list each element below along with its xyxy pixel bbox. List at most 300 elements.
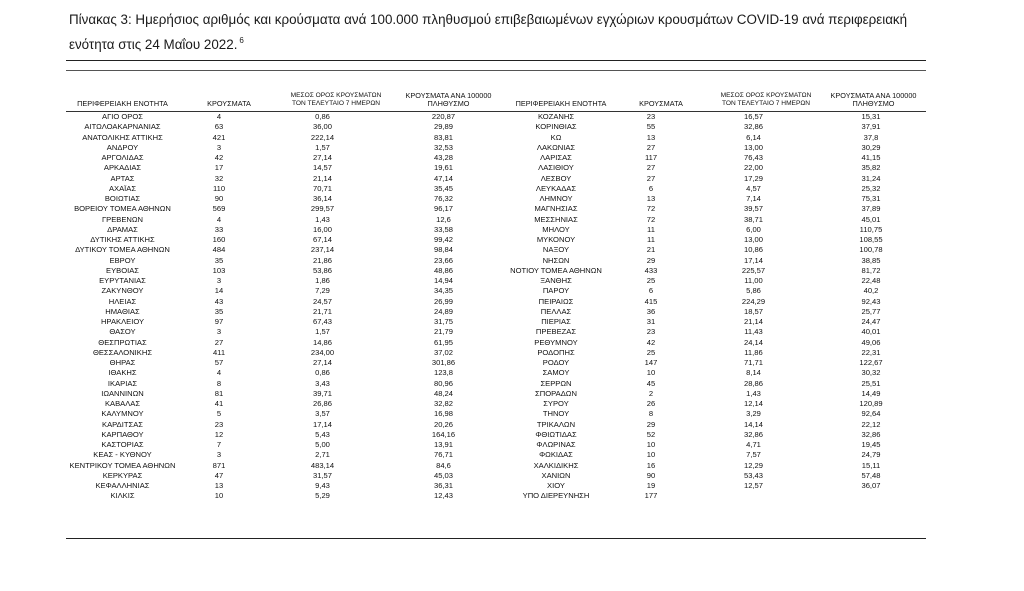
- right-region-cell: ΜΥΚΟΝΟΥ: [536, 235, 576, 245]
- right-cases-cell: 6: [648, 183, 654, 193]
- header-per100k-left: ΚΡΟΥΣΜΑΤΑ ΑΝΑ 100000 ΠΛΗΘΥΣΜΟ: [405, 91, 492, 108]
- left-cases-cell: 7: [216, 440, 222, 450]
- table-row: [66, 317, 926, 327]
- right-per100k-cell: 45,01: [861, 214, 881, 224]
- right-avg-cell: 71,71: [743, 358, 763, 368]
- left-cases-cell: 17: [214, 163, 224, 173]
- left-cases-cell: 63: [214, 122, 224, 132]
- left-per100k-cell: 12,43: [433, 491, 453, 501]
- left-region-cell: ΔΥΤΙΚΗΣ ΑΤΤΙΚΗΣ: [90, 235, 155, 245]
- table-row: [66, 122, 926, 132]
- left-region-cell: ΕΒΡΟΥ: [109, 255, 136, 265]
- left-cases-cell: 41: [214, 399, 224, 409]
- left-region-cell: ΚΕΑΣ - ΚΥΘΝΟΥ: [93, 450, 152, 460]
- left-cases-cell: 4: [216, 214, 222, 224]
- right-avg-cell: 10,86: [743, 245, 763, 255]
- right-avg-cell: 224,29: [741, 296, 766, 306]
- left-per100k-cell: 48,86: [433, 265, 453, 275]
- right-per100k-cell: 15,31: [861, 112, 881, 122]
- right-per100k-cell: 37,8: [863, 132, 879, 142]
- left-region-cell: ΚΕΡΚΥΡΑΣ: [102, 470, 143, 480]
- left-cases-cell: 97: [214, 317, 224, 327]
- right-avg-cell: 13,00: [743, 235, 763, 245]
- right-cases-cell: 147: [644, 358, 658, 368]
- right-cases-cell: 31: [646, 317, 656, 327]
- right-region-cell: ΡΟΔΟΥ: [542, 358, 570, 368]
- right-avg-cell: 76,43: [743, 153, 763, 163]
- left-per100k-cell: 14,94: [433, 276, 453, 286]
- right-region-cell: ΥΠΟ ΔΙΕΡΕΥΝΗΣΗ: [522, 491, 590, 501]
- left-per100k-cell: 76,32: [433, 194, 453, 204]
- right-avg-cell: 8,14: [746, 368, 761, 378]
- left-cases-cell: 3: [216, 276, 222, 286]
- left-avg-cell: 5,29: [315, 491, 330, 501]
- left-region-cell: ΑΧΑΪΑΣ: [108, 183, 137, 193]
- left-cases-cell: 569: [212, 204, 226, 214]
- right-avg-cell: 11,00: [744, 276, 763, 286]
- right-per100k-cell: 122,67: [859, 358, 883, 368]
- left-avg-cell: 3,57: [315, 409, 330, 419]
- right-region-cell: ΚΟΖΑΝΗΣ: [537, 112, 575, 122]
- right-cases-cell: 10: [646, 368, 656, 378]
- left-region-cell: ΚΙΛΚΙΣ: [110, 491, 135, 501]
- right-per100k-cell: 22,48: [861, 276, 881, 286]
- right-cases-cell: 45: [646, 378, 656, 388]
- right-per100k-cell: 25,77: [861, 306, 881, 316]
- left-avg-cell: 36,14: [312, 194, 332, 204]
- left-region-cell: ΘΑΣΟΥ: [109, 327, 136, 337]
- right-per100k-cell: 57,48: [861, 470, 881, 480]
- right-cases-cell: 27: [646, 163, 656, 173]
- right-region-cell: ΠΕΛΛΑΣ: [540, 306, 572, 316]
- table-row: [66, 153, 926, 163]
- right-per100k-cell: 19,45: [861, 440, 881, 450]
- left-region-cell: ΓΡΕΒΕΝΩΝ: [101, 214, 144, 224]
- right-avg-cell: 53,43: [743, 470, 763, 480]
- right-cases-cell: 10: [646, 440, 656, 450]
- left-cases-cell: 3: [216, 450, 222, 460]
- right-cases-cell: 415: [644, 296, 658, 306]
- right-region-cell: ΛΑΚΩΝΙΑΣ: [536, 142, 576, 152]
- left-per100k-cell: 220,87: [431, 112, 456, 122]
- left-avg-cell: 21,14: [312, 173, 332, 183]
- table-title-text: Πίνακας 3: Ημερήσιος αριθμός και κρούσματα ανά 100.000 πληθυσμού επιβεβαιωμένων εγχώριων κρουσμάτων COVID-19 ανά περιφερειακή ενότητα στις 24 Μαΐου 2022.: [69, 12, 908, 52]
- left-region-cell: ΚΑΡΔΙΤΣΑΣ: [102, 419, 143, 429]
- table-row: [66, 297, 926, 307]
- table-row: [66, 368, 926, 378]
- left-per100k-cell: 80,96: [433, 378, 453, 388]
- left-avg-cell: 2,71: [315, 450, 330, 460]
- right-avg-cell: 24,14: [743, 337, 763, 347]
- left-cases-cell: 23: [214, 419, 224, 429]
- right-region-cell: ΡΟΔΟΠΗΣ: [537, 347, 575, 357]
- right-region-cell: ΠΑΡΟΥ: [542, 286, 570, 296]
- left-avg-cell: 24,57: [312, 296, 332, 306]
- left-avg-cell: 67,14: [312, 235, 332, 245]
- left-region-cell: ΒΟΙΩΤΙΑΣ: [104, 194, 141, 204]
- right-region-cell: ΠΕΙΡΑΙΩΣ: [538, 296, 574, 306]
- left-cases-cell: 14: [214, 286, 224, 296]
- right-per100k-cell: 100,78: [859, 245, 883, 255]
- left-cases-cell: 5: [216, 409, 222, 419]
- left-cases-cell: 47: [214, 470, 224, 480]
- right-region-cell: ΜΕΣΣΗΝΙΑΣ: [534, 214, 578, 224]
- left-region-cell: ΖΑΚΥΝΘΟΥ: [101, 286, 144, 296]
- left-region-cell: ΑΡΚΑΔΙΑΣ: [103, 163, 142, 173]
- right-avg-cell: 13,00: [743, 142, 763, 152]
- right-region-cell: ΤΗΝΟΥ: [542, 409, 570, 419]
- table-row: [66, 307, 926, 317]
- table-row: [66, 358, 926, 368]
- right-cases-cell: 21: [646, 245, 656, 255]
- table-row: [66, 235, 926, 245]
- left-per100k-cell: 48,24: [433, 388, 453, 398]
- table-row: [66, 266, 926, 276]
- right-cases-cell: 19: [646, 481, 656, 491]
- table-row: [66, 204, 926, 214]
- left-cases-cell: 411: [212, 347, 226, 357]
- left-per100k-cell: 32,53: [433, 142, 453, 152]
- left-cases-cell: 871: [212, 460, 226, 470]
- right-region-cell: ΣΕΡΡΩΝ: [540, 378, 572, 388]
- right-region-cell: ΤΡΙΚΑΛΩΝ: [536, 419, 576, 429]
- right-per100k-cell: 32,86: [861, 429, 881, 439]
- right-avg-cell: [691, 491, 816, 501]
- right-region-cell: ΚΩ: [550, 132, 562, 142]
- left-cases-cell: 3: [216, 142, 222, 152]
- right-per100k-cell: 35,82: [861, 163, 881, 173]
- left-per100k-cell: 301,86: [431, 358, 456, 368]
- left-avg-cell: 67,43: [312, 317, 332, 327]
- right-avg-cell: 6,14: [746, 132, 761, 142]
- right-avg-cell: 28,86: [743, 378, 763, 388]
- table-row: [66, 389, 926, 399]
- left-per100k-cell: 24,89: [433, 306, 453, 316]
- right-cases-cell: 13: [646, 132, 656, 142]
- right-per100k-cell: 110,75: [859, 224, 883, 234]
- left-cases-cell: 4: [216, 368, 222, 378]
- right-region-cell: ΣΠΟΡΑΔΩΝ: [535, 388, 577, 398]
- table-row: [66, 491, 926, 501]
- left-cases-cell: 12: [214, 429, 224, 439]
- header-avg-left: ΜΕΣΟΣ ΟΡΟΣ ΚΡΟΥΣΜΑΤΩΝ ΤΟΝ ΤΕΛΕΥΤΑΙΟ 7 ΗΜΕΡΩΝ: [290, 92, 382, 107]
- left-per100k-cell: 13,91: [433, 440, 453, 450]
- right-per100k-cell: 40,2: [863, 286, 879, 296]
- right-cases-cell: 433: [644, 265, 658, 275]
- right-per100k-cell: 40,01: [861, 327, 881, 337]
- right-avg-cell: 14,14: [743, 419, 763, 429]
- table-row: [66, 143, 926, 153]
- left-region-cell: ΚΑΒΑΛΑΣ: [104, 399, 141, 409]
- left-cases-cell: 35: [214, 306, 224, 316]
- left-avg-cell: 27,14: [312, 153, 332, 163]
- header-cases-right: ΚΡΟΥΣΜΑΤΑ: [639, 99, 683, 108]
- right-per100k-cell: 49,06: [861, 337, 881, 347]
- left-per100k-cell: 99,42: [433, 235, 453, 245]
- left-avg-cell: 9,43: [315, 481, 330, 491]
- right-cases-cell: 29: [646, 255, 656, 265]
- left-cases-cell: 27: [214, 337, 224, 347]
- left-cases-cell: 35: [214, 255, 224, 265]
- right-cases-cell: 52: [646, 429, 656, 439]
- left-cases-cell: 33: [214, 224, 224, 234]
- right-avg-cell: 12,14: [743, 399, 763, 409]
- left-per100k-cell: 29,89: [433, 122, 453, 132]
- right-cases-cell: 72: [646, 204, 656, 214]
- right-per100k-cell: 24,47: [861, 317, 881, 327]
- right-avg-cell: 1,43: [746, 388, 761, 398]
- right-region-cell: ΧΑΝΙΩΝ: [541, 470, 571, 480]
- left-region-cell: ΑΓΙΟ ΟΡΟΣ: [102, 112, 143, 122]
- left-cases-cell: 43: [214, 296, 224, 306]
- right-region-cell: ΚΟΡΙΝΘΙΑΣ: [535, 122, 577, 132]
- right-avg-cell: 225,57: [741, 265, 766, 275]
- right-region-cell: ΛΑΡΙΣΑΣ: [540, 153, 572, 163]
- right-cases-cell: 2: [648, 388, 654, 398]
- left-region-cell: ΙΚΑΡΙΑΣ: [107, 378, 138, 388]
- right-avg-cell: 32,86: [743, 429, 763, 439]
- right-region-cell: ΛΑΣΙΘΙΟΥ: [538, 163, 574, 173]
- table-header-row: [66, 86, 926, 110]
- right-cases-cell: 6: [648, 286, 654, 296]
- left-avg-cell: 16,00: [312, 224, 332, 234]
- left-avg-cell: 1,43: [315, 214, 330, 224]
- right-per100k-cell: 36,07: [861, 481, 881, 491]
- table-row: [66, 245, 926, 255]
- right-avg-cell: 17,29: [743, 173, 763, 183]
- right-region-cell: ΦΛΩΡΙΝΑΣ: [536, 440, 576, 450]
- right-per100k-cell: 15,11: [861, 460, 881, 470]
- left-region-cell: ΙΘΑΚΗΣ: [108, 368, 137, 378]
- table-row: [66, 399, 926, 409]
- right-cases-cell: 29: [646, 419, 656, 429]
- header-per100k-right: ΚΡΟΥΣΜΑΤΑ ΑΝΑ 100000 ΠΛΗΘΥΣΜΟ: [830, 91, 917, 108]
- right-per100k-cell: 14,49: [861, 388, 881, 398]
- left-avg-cell: 39,71: [312, 388, 332, 398]
- left-per100k-cell: 33,58: [433, 224, 453, 234]
- right-region-cell: ΛΗΜΝΟΥ: [539, 194, 573, 204]
- left-avg-cell: 26,86: [312, 399, 332, 409]
- left-per100k-cell: 34,35: [433, 286, 453, 296]
- left-per100k-cell: 32,82: [433, 399, 453, 409]
- table-row: [66, 430, 926, 440]
- right-cases-cell: 72: [646, 214, 656, 224]
- right-avg-cell: 6,00: [746, 224, 761, 234]
- left-per100k-cell: 21,79: [433, 327, 453, 337]
- left-region-cell: ΗΛΕΙΑΣ: [108, 296, 137, 306]
- right-avg-cell: 7,57: [746, 450, 761, 460]
- right-region-cell: ΜΗΛΟΥ: [542, 224, 570, 234]
- left-per100k-cell: 123,8: [433, 368, 453, 378]
- right-region-cell: ΦΩΚΙΔΑΣ: [539, 450, 573, 460]
- right-per100k-cell: 31,24: [861, 173, 881, 183]
- right-per100k-cell: 37,89: [861, 204, 881, 214]
- left-region-cell: ΚΑΛΥΜΝΟΥ: [101, 409, 144, 419]
- header-region-left: ΠΕΡΙΦΕΡΕΙΑΚΗ ΕΝΟΤΗΤΑ: [77, 99, 168, 108]
- left-per100k-cell: 23,66: [433, 255, 453, 265]
- left-avg-cell: 0,86: [315, 368, 330, 378]
- left-per100k-cell: 36,31: [433, 481, 453, 491]
- left-cases-cell: 484: [212, 245, 226, 255]
- left-avg-cell: 27,14: [312, 358, 332, 368]
- left-per100k-cell: 19,61: [433, 163, 453, 173]
- table-row: [66, 184, 926, 194]
- right-per100k-cell: 24,79: [861, 450, 881, 460]
- right-avg-cell: 3,29: [746, 409, 761, 419]
- right-cases-cell: 27: [646, 142, 656, 152]
- right-region-cell: ΛΕΣΒΟΥ: [540, 173, 572, 183]
- right-cases-cell: 13: [646, 194, 656, 204]
- left-avg-cell: 483,14: [310, 460, 335, 470]
- right-per100k-cell: 30,29: [861, 142, 881, 152]
- left-cases-cell: 32: [214, 173, 224, 183]
- right-cases-cell: 25: [646, 347, 656, 357]
- left-cases-cell: 42: [214, 153, 224, 163]
- table-row: [66, 379, 926, 389]
- left-region-cell: ΕΥΡΥΤΑΝΙΑΣ: [99, 276, 146, 286]
- left-per100k-cell: 96,17: [433, 204, 453, 214]
- left-region-cell: ΑΝΑΤΟΛΙΚΗΣ ΑΤΤΙΚΗΣ: [82, 132, 163, 142]
- right-avg-cell: 5,86: [746, 286, 761, 296]
- left-per100k-cell: 47,14: [433, 173, 453, 183]
- bottom-rule: [66, 538, 926, 539]
- right-avg-cell: 17,14: [743, 255, 763, 265]
- left-cases-cell: 160: [212, 235, 226, 245]
- right-region-cell: ΛΕΥΚΑΔΑΣ: [535, 183, 577, 193]
- right-region-cell: ΝΗΣΩΝ: [542, 255, 570, 265]
- right-per100k-cell: 30,32: [861, 368, 881, 378]
- right-avg-cell: 11,43: [744, 327, 763, 337]
- table-row: [66, 450, 926, 460]
- right-cases-cell: 26: [646, 399, 656, 409]
- table-row: [66, 194, 926, 204]
- table-row: [66, 256, 926, 266]
- left-per100k-cell: 12,6: [436, 214, 451, 224]
- left-avg-cell: 53,86: [312, 265, 332, 275]
- table-row: [66, 440, 926, 450]
- left-avg-cell: 1,57: [315, 142, 330, 152]
- left-region-cell: ΙΩΑΝΝΙΝΩΝ: [101, 388, 144, 398]
- right-avg-cell: 39,57: [743, 204, 763, 214]
- left-region-cell: ΚΕΝΤΡΙΚΟΥ ΤΟΜΕΑ ΑΘΗΝΩΝ: [69, 460, 176, 470]
- right-avg-cell: 22,00: [743, 163, 763, 173]
- left-per100k-cell: 83,81: [433, 132, 453, 142]
- table-title: [69, 9, 939, 55]
- header-avg-right: ΜΕΣΟΣ ΟΡΟΣ ΚΡΟΥΣΜΑΤΩΝ ΤΟΝ ΤΕΛΕΥΤΑΙΟ 7 ΗΜΕΡΩΝ: [720, 92, 812, 107]
- left-per100k-cell: 76,71: [433, 450, 453, 460]
- left-cases-cell: 90: [214, 194, 224, 204]
- right-avg-cell: 18,57: [743, 306, 763, 316]
- right-avg-cell: 12,29: [743, 460, 763, 470]
- right-per100k-cell: 38,85: [861, 255, 881, 265]
- right-per100k-cell: 37,91: [861, 122, 881, 132]
- right-region-cell: ΦΘΙΩΤΙΔΑΣ: [535, 429, 577, 439]
- right-region-cell: ΣΑΜΟΥ: [542, 368, 570, 378]
- left-region-cell: ΔΡΑΜΑΣ: [107, 224, 138, 234]
- left-cases-cell: 10: [214, 491, 224, 501]
- left-avg-cell: 222,14: [310, 132, 335, 142]
- left-per100k-cell: 20,26: [433, 419, 453, 429]
- right-cases-cell: 36: [646, 306, 656, 316]
- table-row: [66, 225, 926, 235]
- right-cases-cell: 16: [646, 460, 656, 470]
- left-cases-cell: 8: [216, 378, 222, 388]
- left-region-cell: ΒΟΡΕΙΟΥ ΤΟΜΕΑ ΑΘΗΝΩΝ: [74, 204, 171, 214]
- table-row: [66, 409, 926, 419]
- right-region-cell: ΝΟΤΙΟΥ ΤΟΜΕΑ ΑΘΗΝΩΝ: [510, 265, 602, 275]
- right-avg-cell: 16,57: [743, 112, 763, 122]
- left-avg-cell: 7,29: [315, 286, 330, 296]
- left-region-cell: ΘΕΣΣΑΛΟΝΙΚΗΣ: [92, 347, 153, 357]
- left-region-cell: ΑΡΓΟΛΙΔΑΣ: [101, 153, 144, 163]
- right-region-cell: ΞΑΝΘΗΣ: [540, 276, 572, 286]
- left-region-cell: ΔΥΤΙΚΟΥ ΤΟΜΕΑ ΑΘΗΝΩΝ: [75, 245, 170, 255]
- right-region-cell: ΠΡΕΒΕΖΑΣ: [535, 327, 577, 337]
- table-row: [66, 174, 926, 184]
- left-avg-cell: 1,57: [315, 327, 330, 337]
- left-cases-cell: 110: [212, 183, 226, 193]
- right-cases-cell: 27: [646, 173, 656, 183]
- left-avg-cell: 70,71: [312, 183, 332, 193]
- right-region-cell: ΧΙΟΥ: [547, 481, 565, 491]
- right-region-cell: ΝΑΞΟΥ: [542, 245, 570, 255]
- left-cases-cell: 13: [214, 481, 224, 491]
- right-per100k-cell: 25,51: [861, 378, 881, 388]
- right-per100k-cell: 92,43: [861, 296, 881, 306]
- left-cases-cell: 57: [214, 358, 224, 368]
- right-avg-cell: 11,86: [744, 347, 763, 357]
- left-avg-cell: 21,86: [312, 255, 332, 265]
- left-per100k-cell: 26,99: [433, 296, 453, 306]
- table-row: [66, 112, 926, 122]
- left-avg-cell: 5,00: [315, 440, 330, 450]
- right-cases-cell: 90: [646, 470, 656, 480]
- left-per100k-cell: 45,03: [433, 470, 453, 480]
- right-per100k-cell: 120,89: [859, 399, 883, 409]
- left-cases-cell: 81: [214, 388, 224, 398]
- right-region-cell: ΧΑΛΚΙΔΙΚΗΣ: [533, 460, 579, 470]
- right-cases-cell: 55: [646, 122, 656, 132]
- left-avg-cell: 0,86: [315, 112, 330, 122]
- right-avg-cell: 4,57: [746, 183, 761, 193]
- left-per100k-cell: 31,75: [433, 317, 453, 327]
- top-rule: [66, 60, 926, 61]
- left-avg-cell: 14,86: [312, 337, 332, 347]
- right-region-cell: ΡΕΘΥΜΝΟΥ: [534, 337, 578, 347]
- left-per100k-cell: 37,02: [433, 347, 453, 357]
- left-avg-cell: 36,00: [312, 122, 332, 132]
- table-row: [66, 420, 926, 430]
- table-row: [66, 471, 926, 481]
- left-region-cell: ΑΝΔΡΟΥ: [106, 142, 139, 152]
- left-cases-cell: 421: [212, 132, 226, 142]
- right-cases-cell: 25: [646, 276, 656, 286]
- table-row: [66, 327, 926, 337]
- left-cases-cell: 4: [216, 112, 222, 122]
- left-region-cell: ΘΕΣΠΡΩΤΙΑΣ: [98, 337, 147, 347]
- right-per100k-cell: 81,72: [861, 265, 881, 275]
- table-row: [66, 215, 926, 225]
- table-row: [66, 348, 926, 358]
- right-region-cell: ΜΑΓΝΗΣΙΑΣ: [534, 204, 578, 214]
- table-row: [66, 133, 926, 143]
- right-per100k-cell: 22,12: [861, 419, 881, 429]
- left-region-cell: ΘΗΡΑΣ: [109, 358, 136, 368]
- left-cases-cell: 103: [212, 265, 226, 275]
- right-per100k-cell: 108,55: [859, 235, 883, 245]
- top-rule-secondary: [66, 70, 926, 71]
- right-cases-cell: 10: [646, 450, 656, 460]
